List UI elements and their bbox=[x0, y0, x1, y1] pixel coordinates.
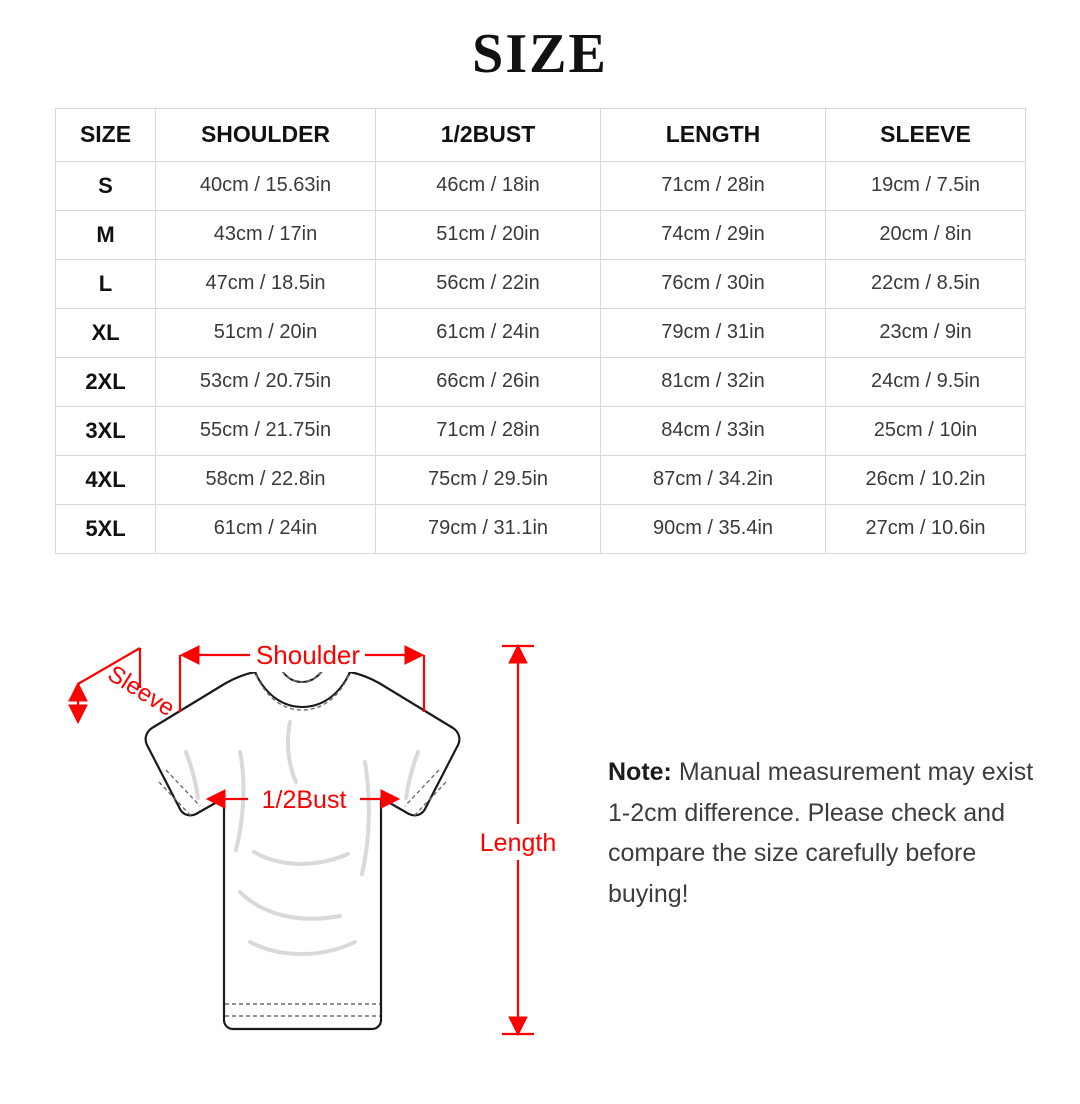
cell-sleeve: 20cm / 8in bbox=[826, 210, 1026, 259]
cell-shoulder: 43cm / 17in bbox=[156, 210, 376, 259]
table-row bbox=[56, 455, 1026, 504]
table-row bbox=[56, 504, 1026, 553]
cell-length: 74cm / 29in bbox=[601, 210, 826, 259]
cell-length: 87cm / 34.2in bbox=[601, 455, 826, 504]
cell-length: 81cm / 32in bbox=[601, 357, 826, 406]
label-length: Length bbox=[479, 829, 557, 857]
page-title: SIZE bbox=[472, 23, 608, 85]
column-header-length: LENGTH bbox=[601, 108, 826, 161]
column-header-shoulder: SHOULDER bbox=[156, 108, 376, 161]
label-sleeve: Sleeve bbox=[102, 660, 180, 722]
table-row bbox=[56, 161, 1026, 210]
cell-shoulder: 53cm / 20.75in bbox=[156, 357, 376, 406]
cell-length: 71cm / 28in bbox=[601, 161, 826, 210]
cell-sleeve: 24cm / 9.5in bbox=[826, 357, 1026, 406]
cell-shoulder: 61cm / 24in bbox=[156, 504, 376, 553]
table-row bbox=[56, 210, 1026, 259]
cell-length: 76cm / 30in bbox=[601, 259, 826, 308]
table-row bbox=[56, 357, 1026, 406]
cell-shoulder: 51cm / 20in bbox=[156, 308, 376, 357]
cell-shoulder: 40cm / 15.63in bbox=[156, 161, 376, 210]
size-chart-table bbox=[55, 108, 1026, 554]
cell-size: S bbox=[56, 161, 156, 210]
cell-length: 90cm / 35.4in bbox=[601, 504, 826, 553]
cell-length: 79cm / 31in bbox=[601, 308, 826, 357]
table-row bbox=[56, 308, 1026, 357]
column-header-bust: 1/2BUST bbox=[376, 108, 601, 161]
cell-size: 5XL bbox=[56, 504, 156, 553]
note-label: Note: bbox=[608, 758, 672, 786]
cell-bust: 71cm / 28in bbox=[376, 406, 601, 455]
label-shoulder: Shoulder bbox=[255, 640, 361, 670]
column-header-sleeve: SLEEVE bbox=[826, 108, 1026, 161]
cell-bust: 75cm / 29.5in bbox=[376, 455, 601, 504]
cell-bust: 61cm / 24in bbox=[376, 308, 601, 357]
cell-bust: 66cm / 26in bbox=[376, 357, 601, 406]
cell-bust: 51cm / 20in bbox=[376, 210, 601, 259]
tshirt-outline-group bbox=[146, 665, 460, 1029]
cell-bust: 46cm / 18in bbox=[376, 161, 601, 210]
cell-size: 3XL bbox=[56, 406, 156, 455]
table-header-row bbox=[56, 108, 1026, 161]
cell-sleeve: 26cm / 10.2in bbox=[826, 455, 1026, 504]
note-text bbox=[608, 752, 1038, 914]
cell-shoulder: 47cm / 18.5in bbox=[156, 259, 376, 308]
cell-sleeve: 23cm / 9in bbox=[826, 308, 1026, 357]
column-header-size: SIZE bbox=[56, 108, 156, 161]
cell-bust: 56cm / 22in bbox=[376, 259, 601, 308]
label-bust: 1/2Bust bbox=[261, 786, 347, 814]
cell-length: 84cm / 33in bbox=[601, 406, 826, 455]
measurement-diagram bbox=[0, 602, 1080, 1104]
table-row bbox=[56, 406, 1026, 455]
cell-sleeve: 19cm / 7.5in bbox=[826, 161, 1026, 210]
cell-bust: 79cm / 31.1in bbox=[376, 504, 601, 553]
cell-shoulder: 55cm / 21.75in bbox=[156, 406, 376, 455]
note-body: Manual measurement may exist 1-2cm difference. Please check and compare the size carefully before buying! bbox=[608, 758, 1034, 908]
cell-size: M bbox=[56, 210, 156, 259]
size-chart-table-wrapper bbox=[55, 108, 1025, 554]
cell-size: 4XL bbox=[56, 455, 156, 504]
cell-size: XL bbox=[56, 308, 156, 357]
cell-sleeve: 27cm / 10.6in bbox=[826, 504, 1026, 553]
cell-sleeve: 22cm / 8.5in bbox=[826, 259, 1026, 308]
cell-shoulder: 58cm / 22.8in bbox=[156, 455, 376, 504]
cell-size: 2XL bbox=[56, 357, 156, 406]
tshirt-illustration bbox=[40, 602, 620, 1072]
cell-size: L bbox=[56, 259, 156, 308]
cell-sleeve: 25cm / 10in bbox=[826, 406, 1026, 455]
table-row bbox=[56, 259, 1026, 308]
